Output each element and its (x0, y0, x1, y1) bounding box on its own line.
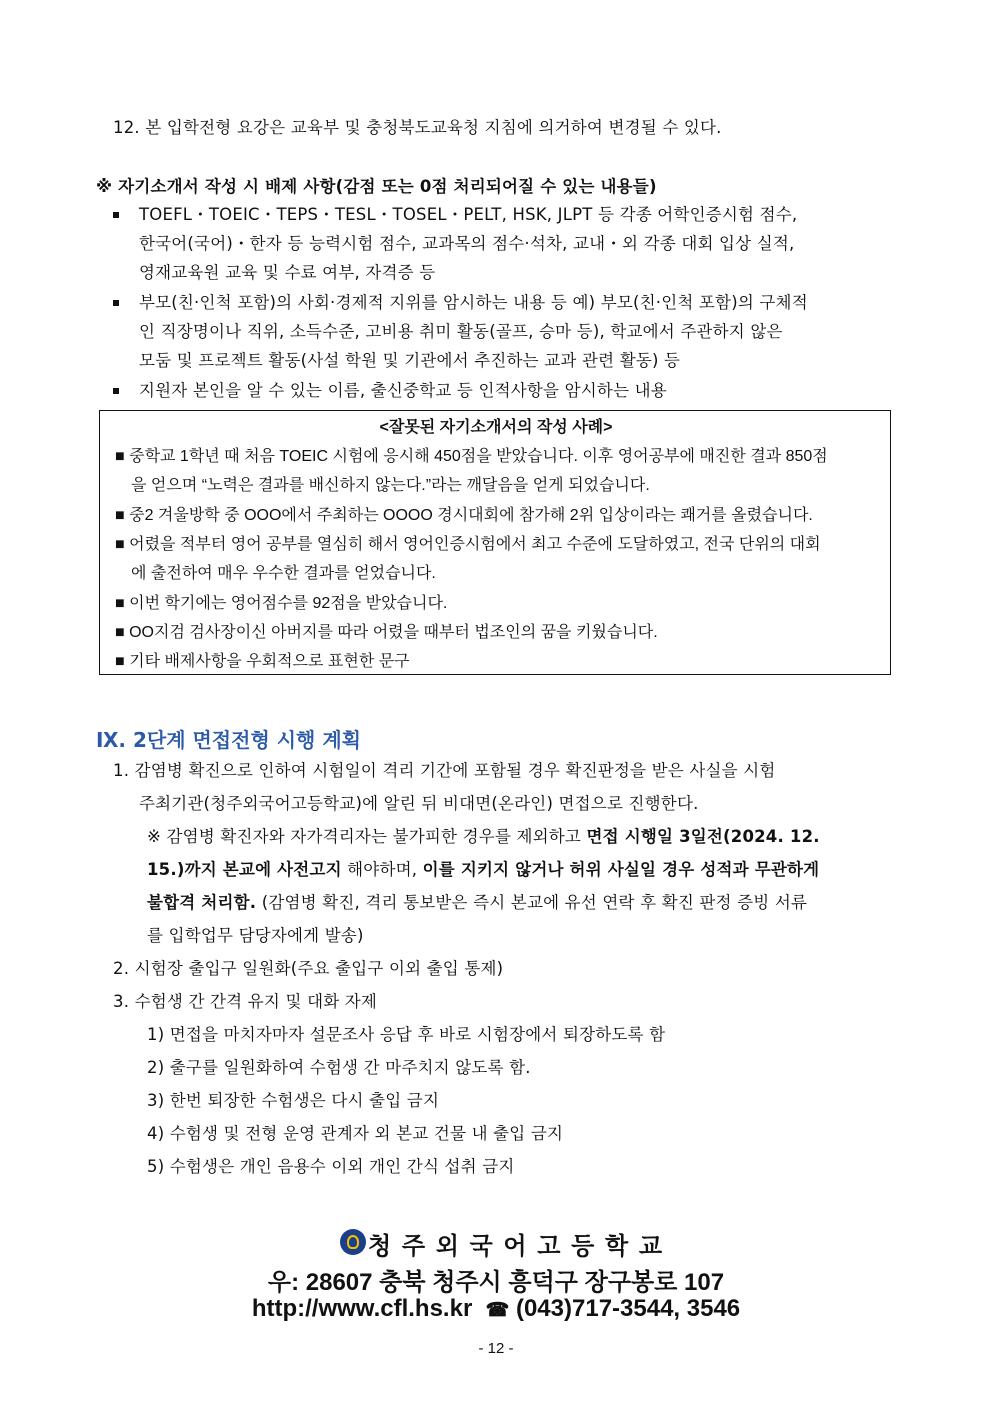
bad-examples-title: <잘못된 자기소개서의 작성 사례> (379, 419, 613, 436)
section-9-item-1-line-2: 주최기관(청주외국어고등학교)에 알린 뒤 비대면(온라인) 면접으로 진행한다. (139, 794, 699, 813)
school-address: 우: 28607 충북 청주시 흥덕구 장구봉로 107 (267, 1269, 725, 1296)
note-text: ※ 감염병 확진자와 자가격리자는 불가피한 경우를 제외하고 (147, 827, 587, 846)
exclusion-bullet-1-line-2: 한국어(국어)・한자 등 능력시험 점수, 교과목의 점수·석차, 교내・외 각종 대회 입상 실적, (139, 234, 795, 253)
item-12: 12. 본 입학전형 요강은 교육부 및 충청북도교육청 지침에 의거하여 변경될 수 있다. (113, 118, 722, 137)
section-9-note-line-4: 를 입학업무 담당자에게 발송) (147, 926, 364, 945)
phone-icon: ☎ (485, 1300, 510, 1321)
section-9-item-1-line-1: 1. 감염병 확진으로 인하여 시험일이 격리 기간에 포함될 경우 확진판정을 받은 사실을 시험 (113, 761, 776, 780)
note-text: (감염병 확진, 격리 통보받은 즉시 본교에 유선 연락 후 확진 판정 증빙 서류 (256, 893, 808, 912)
square-bullet-icon (113, 212, 119, 218)
example-3-line-2: 에 출전하여 매우 우수한 결과를 얻었습니다. (131, 565, 436, 582)
example-1-line-2: 을 얻으며 “노력은 결과를 배신하지 않는다.”라는 깨달음을 얻게 되었습니다. (131, 477, 650, 494)
section-9-note-line-3 (147, 893, 807, 913)
section-9-item-3: 3. 수험생 간 간격 유지 및 대화 자제 (113, 992, 378, 1011)
note-emphasis: 이를 지키지 않거나 허위 사실일 경우 성적과 무관하게 (422, 860, 820, 879)
school-website-link[interactable]: http://www.cfl.hs.kr (251, 1295, 473, 1322)
section-9-subitem-1: 1) 면접을 마치자마자 설문조사 응답 후 바로 시험장에서 퇴장하도록 함 (147, 1025, 666, 1044)
section-9-subitem-3: 3) 한번 퇴장한 수험생은 다시 출입 금지 (147, 1091, 440, 1110)
square-bullet-icon (113, 300, 119, 306)
note-emphasis: 불합격 처리함. (147, 893, 257, 912)
square-bullet-icon (113, 388, 119, 394)
section-9-subitem-2: 2) 출구를 일원화하여 수험생 간 마주치지 않도록 함. (147, 1058, 531, 1077)
exclusion-bullet-2-line-1: 부모(친·인척 포함)의 사회·경제적 지위를 암시하는 내용 등 예) 부모(친·인척 포함)의 구체적 (139, 293, 808, 312)
page-number: - 12 - (478, 1340, 514, 1357)
section-9-note-line-2 (147, 860, 819, 880)
example-3-line-1: ■ 어렸을 적부터 영어 공부를 열심히 해서 영어인증시험에서 최고 수준에 도달하였고, 전국 단위의 대회 (115, 536, 821, 553)
section-9-title: Ⅸ. 2단계 면접전형 시행 계획 (96, 728, 361, 752)
section-9-subitem-5: 5) 수험생은 개인 음용수 이외 개인 간식 섭취 금지 (147, 1157, 515, 1176)
exclusion-bullet-3: 지원자 본인을 알 수 있는 이름, 출신중학교 등 인적사항을 암시하는 내용 (139, 381, 667, 400)
section-9-note-line-1 (147, 827, 820, 847)
example-6: ■ 기타 배제사항을 우회적으로 표현한 문구 (115, 653, 410, 670)
school-contact (0, 1295, 992, 1323)
note-emphasis: 15.)까지 본교에 사전고지 (147, 860, 342, 879)
example-1-line-1: ■ 중학교 1학년 때 처음 TOEIC 시험에 응시해 450점을 받았습니다. 이후 영어공부에 매진한 결과 850점 (115, 448, 828, 465)
note-emphasis: 면접 시행일 3일전(2024. 12. (586, 827, 820, 846)
school-phone: (043)717-3544, 3546 (515, 1295, 741, 1322)
exclusion-heading: ※ 자기소개서 작성 시 배제 사항(감점 또는 0점 처리되어질 수 있는 내용들) (96, 177, 657, 196)
example-5: ■ OO지검 검사장이신 아버지를 따라 어렸을 때부터 법조인의 꿈을 키웠습니다. (115, 624, 658, 641)
exclusion-bullet-1-line-1: TOEFL・TOEIC・TEPS・TESL・TOSEL・PELT, HSK, JLPT 등 각종 어학인증시험 점수, (139, 205, 798, 224)
example-2: ■ 중2 겨울방학 중 OOO에서 주최하는 OOOO 경시대회에 참가해 2위 입상이라는 쾌거를 올렸습니다. (115, 507, 813, 524)
note-text: 해야하며, (341, 860, 423, 879)
exclusion-bullet-2-line-2: 인 직장명이나 직위, 소득수준, 고비용 취미 활동(골프, 승마 등), 학교에서 주관하지 않은 (139, 322, 783, 341)
example-4: ■ 이번 학기에는 영어점수를 92점을 받았습니다. (115, 595, 448, 612)
section-9-item-2: 2. 시험장 출입구 일원화(주요 출입구 이외 출입 통제) (113, 959, 504, 978)
school-name: 청 주 외 국 어 고 등 학 교 (368, 1233, 664, 1260)
section-9-subitem-4: 4) 수험생 및 전형 운영 관계자 외 본교 건물 내 출입 금지 (147, 1124, 564, 1143)
exclusion-bullet-2-line-3: 모둠 및 프로젝트 활동(사설 학원 및 기관에서 추진하는 교과 관련 활동) 등 (139, 351, 681, 370)
exclusion-bullet-1-line-3: 영재교육원 교육 및 수료 여부, 자격증 등 (139, 263, 436, 282)
